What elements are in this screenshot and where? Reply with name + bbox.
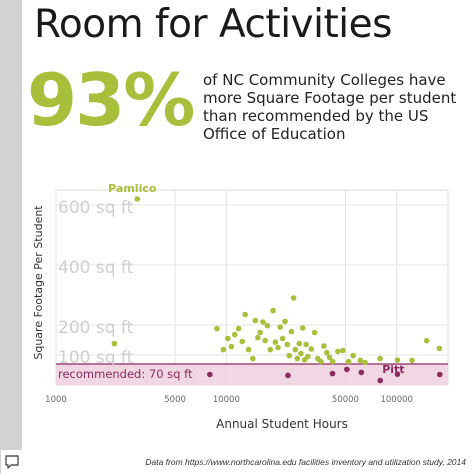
data-point — [293, 347, 299, 353]
data-point — [242, 312, 248, 318]
data-point — [308, 346, 314, 352]
x-axis-title: Annual Student Hours — [216, 417, 348, 431]
data-point — [285, 342, 291, 348]
data-point — [305, 354, 311, 360]
data-point — [221, 347, 227, 353]
data-point — [232, 332, 238, 338]
data-point — [236, 326, 242, 332]
data-point — [255, 335, 261, 341]
data-point — [340, 348, 346, 354]
y-tick-label: 400 sq ft — [58, 258, 134, 278]
stat-description: of NC Community Colleges have more Square Footage per student than recommended by the US Office of Education — [203, 71, 457, 143]
data-point — [377, 378, 383, 384]
data-point — [112, 341, 118, 347]
data-point — [300, 325, 306, 331]
data-point — [296, 341, 302, 347]
data-point — [344, 367, 350, 373]
data-point — [207, 372, 213, 378]
recommended-label: recommended: 70 sq ft — [58, 367, 193, 381]
data-point — [265, 323, 271, 329]
x-tick-label: 1000 — [45, 395, 67, 405]
y-tick-label: 600 sq ft — [58, 198, 134, 218]
data-point — [273, 339, 279, 345]
data-point — [260, 319, 266, 325]
x-tick-label: 50000 — [331, 395, 359, 405]
data-point — [359, 370, 365, 376]
y-axis-title: Square Footage Per Student — [32, 205, 45, 360]
data-point — [239, 339, 245, 345]
data-point — [346, 359, 352, 365]
data-point — [437, 346, 443, 352]
data-point — [270, 308, 276, 314]
data-point — [275, 345, 281, 351]
x-tick-label: 5000 — [164, 395, 186, 405]
data-point — [253, 318, 259, 324]
x-tick-label: 10000 — [212, 395, 240, 405]
data-point — [409, 358, 415, 364]
data-point — [246, 347, 252, 353]
big-stat: 93% — [27, 58, 194, 142]
data-point — [377, 356, 383, 362]
page-title: Room for Activities — [34, 2, 392, 47]
y-tick-label: 100 sq ft — [58, 348, 134, 368]
y-tick-label: 200 sq ft — [58, 318, 134, 338]
data-point — [424, 338, 430, 344]
data-point — [134, 196, 140, 202]
data-point — [330, 359, 336, 365]
data-point — [250, 356, 256, 362]
data-point — [285, 373, 291, 379]
data-point — [277, 324, 283, 330]
data-point — [324, 350, 330, 356]
data-point — [312, 330, 318, 336]
data-point — [282, 319, 288, 325]
data-source: Data from https://www.northcarolina.edu facilities inventory and utilization study, 2014 — [145, 457, 466, 467]
data-point — [437, 372, 443, 378]
data-point — [335, 349, 341, 355]
data-point — [289, 329, 295, 335]
data-point — [257, 330, 263, 336]
data-point — [267, 347, 273, 353]
data-point — [295, 356, 301, 362]
data-point — [262, 338, 268, 344]
data-point — [225, 336, 231, 342]
data-point — [229, 344, 235, 350]
data-point — [330, 371, 336, 377]
x-tick-label: 100000 — [380, 395, 413, 405]
data-point — [303, 342, 309, 348]
point-annotation: Pamlico — [108, 182, 157, 195]
data-point — [280, 336, 286, 342]
data-point — [298, 351, 304, 357]
data-point — [357, 358, 363, 364]
point-annotation: Pitt — [382, 363, 405, 376]
data-point — [321, 343, 327, 349]
data-point — [318, 359, 324, 365]
data-point — [350, 353, 356, 359]
data-point — [214, 326, 220, 332]
data-point — [362, 360, 368, 366]
data-point — [286, 353, 292, 359]
data-point — [291, 295, 297, 301]
